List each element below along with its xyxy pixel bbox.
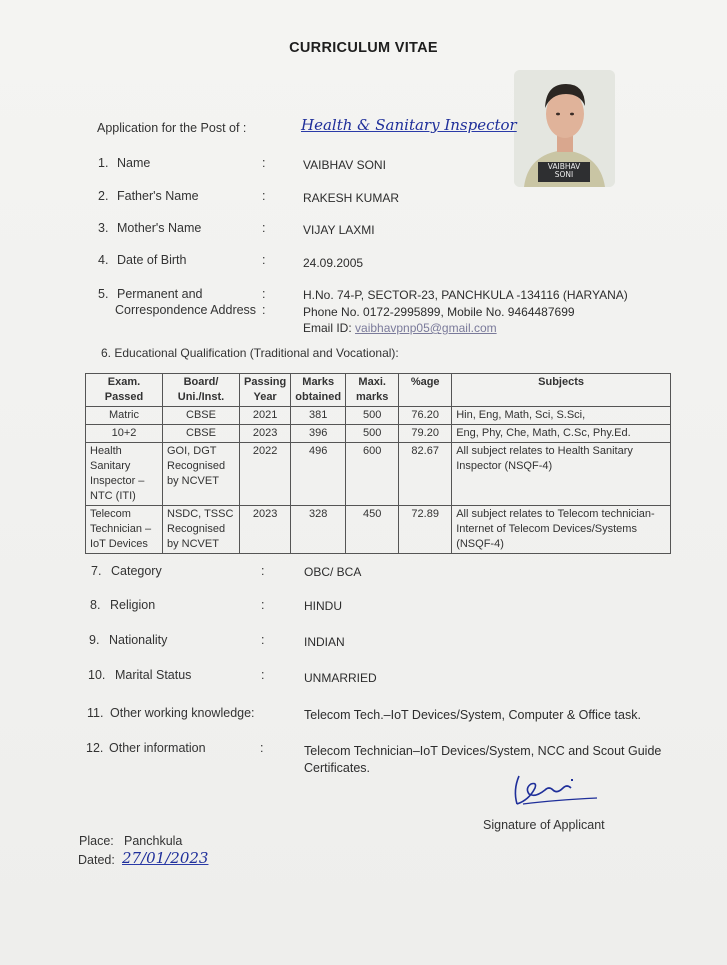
field-value: RAKESH KUMAR: [303, 191, 400, 205]
field-number: 11.: [87, 706, 104, 720]
field-number: 2.: [98, 189, 109, 203]
cell-subjects: Hin, Eng, Math, Sci, S.Sci,: [452, 407, 671, 425]
applicant-photo: [514, 70, 615, 187]
cell-max: 500: [346, 407, 399, 425]
cell-exam: Telecom Technician – IoT Devices: [86, 506, 163, 554]
cell-year: 2023: [240, 425, 291, 443]
application-post-handwritten: Health & Sanitary Inspector: [301, 116, 517, 134]
field-value: OBC/ BCA: [304, 565, 362, 579]
dated-label: Dated:: [78, 853, 115, 867]
colon: :: [261, 668, 265, 682]
field-number: 10.: [88, 668, 106, 682]
field-label: Father's Name: [117, 189, 199, 203]
header-max: Maxi. marks: [346, 374, 399, 407]
cell-max: 450: [346, 506, 399, 554]
field-value: HINDU: [304, 599, 342, 613]
cell-year: 2021: [240, 407, 291, 425]
address-phone-line: Phone No. 0172-2995899, Mobile No. 9464487699: [303, 305, 575, 319]
page-title: CURRICULUM VITAE: [289, 40, 438, 56]
cell-board: CBSE: [163, 407, 240, 425]
field-label: Date of Birth: [117, 253, 187, 267]
colon: :: [260, 741, 264, 755]
field-label: Mother's Name: [117, 221, 202, 235]
cell-year: 2023: [240, 506, 291, 554]
field-value-line1: Telecom Technician–IoT Devices/System, NCC and Scout Guide: [304, 744, 662, 758]
colon: :: [262, 287, 266, 301]
colon: :: [262, 189, 266, 203]
signature-label: Signature of Applicant: [483, 818, 605, 832]
field-value: Telecom Tech.–IoT Devices/System, Computer & Office task.: [304, 708, 641, 722]
colon: :: [262, 253, 266, 267]
cell-pct: 76.20: [399, 407, 452, 425]
field-value: 24.09.2005: [303, 256, 364, 270]
colon: :: [261, 633, 265, 647]
field-label: Permanent and: [117, 287, 203, 301]
header-marks: Marks obtained: [291, 374, 346, 407]
field-label: Category: [111, 564, 162, 578]
cell-pct: 79.20: [399, 425, 452, 443]
table-row: [86, 443, 671, 506]
cell-subjects: All subject relates to Telecom technician- Internet of Telecom Devices/Systems (NSQF-4): [452, 506, 671, 554]
colon: :: [262, 303, 266, 317]
cell-year: 2022: [240, 443, 291, 506]
field-label: Other information: [109, 741, 206, 755]
cell-pct: 82.67: [399, 443, 452, 506]
cell-marks: 396: [291, 425, 346, 443]
field-value: VIJAY LAXMI: [303, 223, 375, 237]
address-email-line: [303, 321, 497, 335]
cell-max: 500: [346, 425, 399, 443]
cell-pct: 72.89: [399, 506, 452, 554]
colon: :: [262, 156, 266, 170]
field-value: UNMARRIED: [304, 671, 377, 685]
field-number: 8.: [90, 598, 101, 612]
header-year: Passing Year: [240, 374, 291, 407]
cell-board: NSDC, TSSC Recognised by NCVET: [163, 506, 240, 554]
cell-exam: Health Sanitary Inspector – NTC (ITI): [86, 443, 163, 506]
cell-max: 600: [346, 443, 399, 506]
cell-marks: 328: [291, 506, 346, 554]
place-label: Place:: [79, 834, 114, 848]
field-label: Marital Status: [115, 668, 192, 682]
place-value: Panchkula: [124, 834, 183, 848]
email-label: Email ID:: [303, 321, 356, 335]
signature-scrawl-icon: [505, 770, 605, 810]
field-value: INDIAN: [304, 635, 345, 649]
header-subjects: Subjects: [452, 374, 671, 407]
cell-subjects: All subject relates to Health Sanitary Inspector (NSQF-4): [452, 443, 671, 506]
field-value: VAIBHAV SONI: [303, 158, 386, 172]
field-number: 4.: [98, 253, 109, 267]
cell-marks: 496: [291, 443, 346, 506]
field-number: 12.: [86, 741, 104, 755]
field-number: 3.: [98, 221, 109, 235]
cell-subjects: Eng, Phy, Che, Math, C.Sc, Phy.Ed.: [452, 425, 671, 443]
field-label: Religion: [110, 598, 156, 612]
address-line1: H.No. 74-P, SECTOR-23, PANCHKULA -134116 (HARYANA): [303, 288, 628, 302]
cell-exam: 10+2: [86, 425, 163, 443]
colon: :: [262, 221, 266, 235]
table-row: [86, 425, 671, 443]
table-row: [86, 506, 671, 554]
education-heading: 6. Educational Qualification (Traditional and Vocational):: [101, 346, 399, 360]
cell-marks: 381: [291, 407, 346, 425]
field-label: Nationality: [109, 633, 168, 647]
field-number: 1.: [98, 156, 109, 170]
field-label-line2: Correspondence Address: [115, 303, 257, 317]
cell-exam: Matric: [86, 407, 163, 425]
email-link[interactable]: vaibhavpnp05@gmail.com: [355, 321, 497, 335]
cell-board: GOI, DGT Recognised by NCVET: [163, 443, 240, 506]
header-pct: %age: [399, 374, 452, 407]
table-row: [86, 407, 671, 425]
education-table: [85, 373, 671, 554]
table-header-row: [86, 374, 671, 407]
photo-slate-line1: VAIBHAV: [547, 162, 581, 171]
field-label: Other working knowledge:: [110, 706, 255, 720]
field-label: Name: [117, 156, 151, 170]
dated-value-handwritten: 27/01/2023: [122, 849, 209, 867]
photo-slate-line2: SONI: [554, 170, 574, 179]
header-exam: Exam. Passed: [86, 374, 163, 407]
application-label: Application for the Post of :: [97, 121, 247, 135]
field-value-line2: Certificates.: [304, 761, 370, 775]
colon: :: [261, 598, 265, 612]
field-number: 5.: [98, 287, 109, 301]
header-board: Board/ Uni./Inst.: [163, 374, 240, 407]
field-number: 9.: [89, 633, 100, 647]
cell-board: CBSE: [163, 425, 240, 443]
colon: :: [261, 564, 265, 578]
field-number: 7.: [91, 564, 102, 578]
